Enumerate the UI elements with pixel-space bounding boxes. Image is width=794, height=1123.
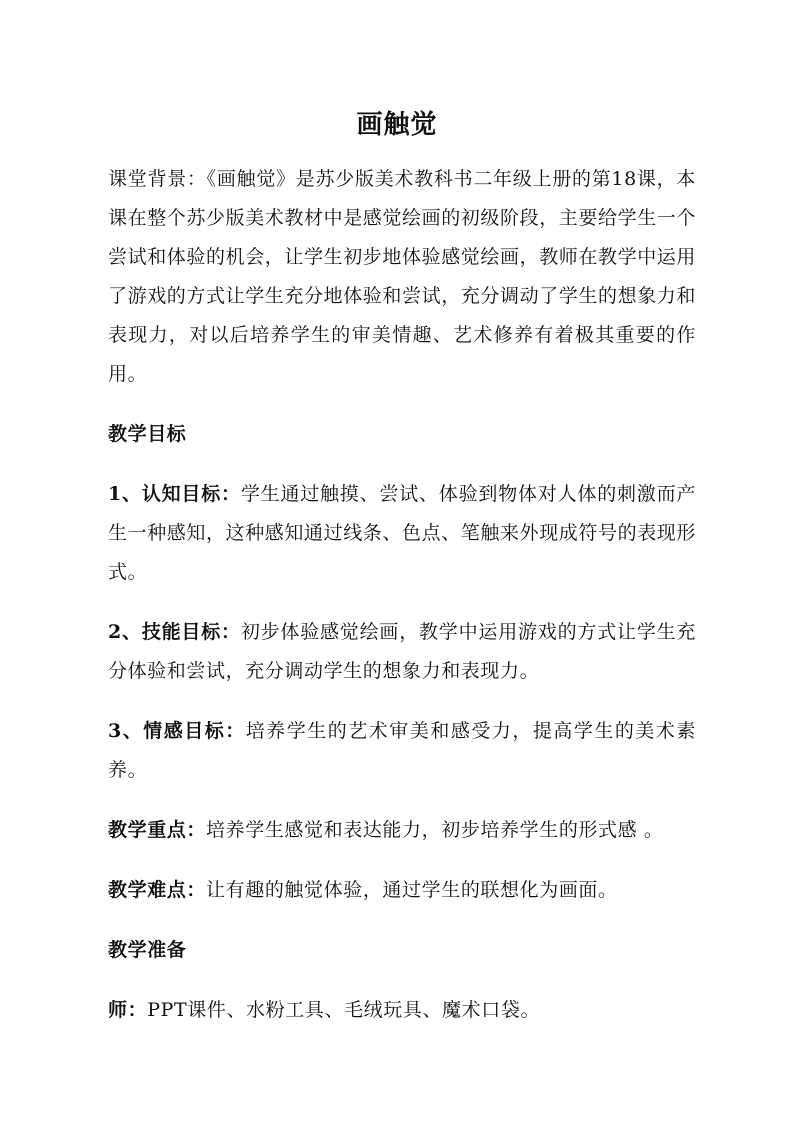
difficulty-label: 教学难点： — [108, 879, 207, 901]
objective-cognitive-text: 学生通过触摸、尝试、体验到物体对人体的刺激而产生一种感知，这种感知通过线条、色点、笔触来外现成符号的表现形式。 — [108, 483, 697, 583]
objectives-heading: 教学目标 — [108, 423, 187, 445]
objective-skill — [108, 613, 696, 691]
difficulty-paragraph — [108, 871, 696, 910]
objective-skill-text: 初步体验感觉绘画，教学中运用游戏的方式让学生充分体验和尝试，充分调动学生的想象力和表现力。 — [108, 621, 696, 682]
background-paragraph — [108, 160, 696, 394]
objective-emotion — [108, 712, 696, 790]
teacher-prep-text: PPT课件、水粉工具、毛绒玩具、魔术口袋。 — [147, 999, 541, 1021]
document-body — [108, 160, 696, 1030]
background-label: 课堂背景： — [108, 168, 207, 190]
background-text: 《画触觉》是苏少版美术教科书二年级上册的第18课，本课在整个苏少版美术教材中是感觉绘画的初级阶段，主要给学生一个尝试和体验的机会，让学生初步地体验感觉绘画，教师在教学中运用了游戏的方式让学生充分地体验和尝试，充分调动了学生的想象力和表现力，对以后培养学生的审美情趣、艺术修养有着极其重要的作用。 — [108, 168, 697, 385]
key-point-label: 教学重点： — [108, 819, 207, 841]
key-point-paragraph — [108, 811, 696, 850]
teacher-prep-label: 师： — [108, 999, 148, 1021]
difficulty-text: 让有趣的触觉体验，通过学生的联想化为画面。 — [206, 879, 618, 901]
objective-emotion-label: 3、情感目标： — [108, 720, 246, 742]
document-title: 画触觉 — [356, 110, 438, 140]
objective-emotion-text: 培养学生的艺术审美和感受力，提高学生的美术素养。 — [108, 720, 696, 781]
objective-skill-label: 2、技能目标： — [108, 621, 241, 643]
objective-cognitive-label: 1、认知目标： — [108, 483, 241, 505]
preparation-heading: 教学准备 — [108, 939, 187, 961]
key-point-text: 培养学生感觉和表达能力，初步培养学生的形式感 。 — [206, 819, 664, 841]
teacher-prep-paragraph — [108, 991, 696, 1030]
objective-cognitive — [108, 475, 696, 592]
